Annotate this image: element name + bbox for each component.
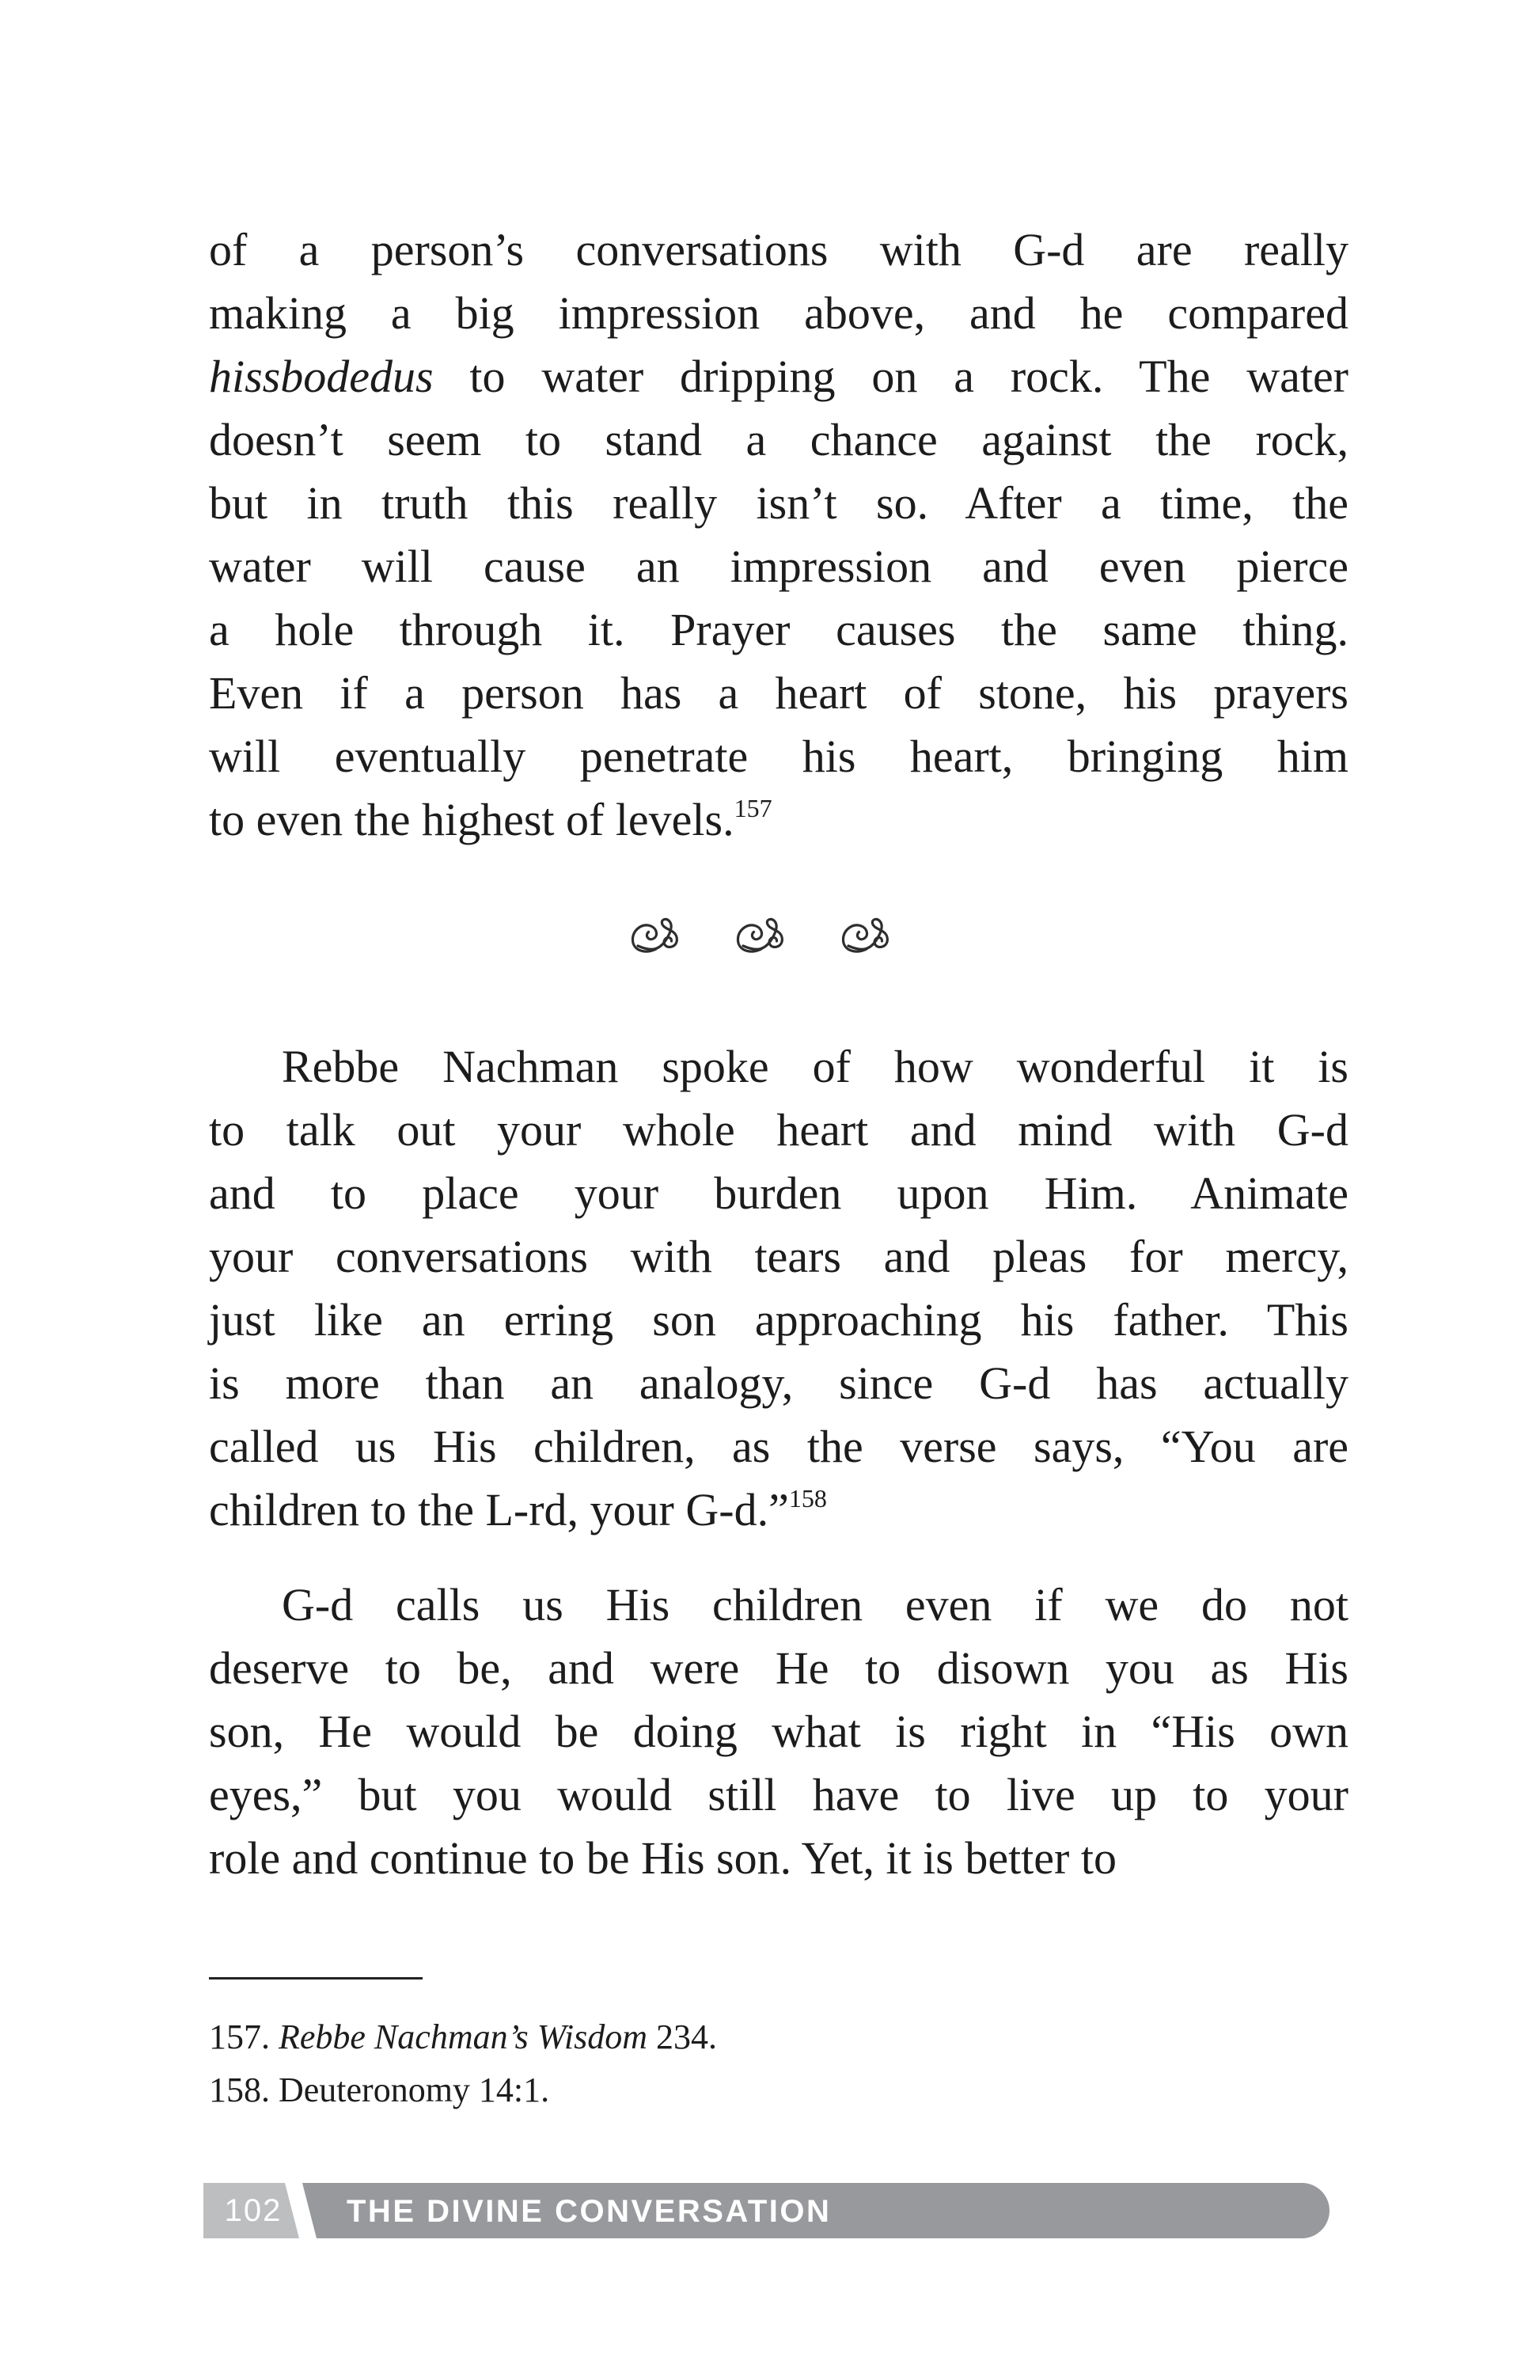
text-line: making a big impression above, and he compared	[209, 287, 1348, 339]
calligraphic-flourish-icon	[735, 910, 805, 961]
book-title: THE DIVINE CONVERSATION	[347, 2194, 832, 2229]
text-line: role and continue to be His son. Yet, it is better to	[209, 1832, 1117, 1884]
text-line: to even the highest of levels.$^{157}$	[209, 794, 772, 845]
footnotes	[209, 2010, 1348, 2116]
text-line: of a person’s conversations with G-d are really	[209, 224, 1348, 275]
text-line: your conversations with tears and pleas for mercy,	[209, 1231, 1348, 1282]
paragraph-3	[209, 1573, 1348, 1890]
calligraphic-flourish-icon	[630, 910, 700, 961]
footnote-separator	[209, 1977, 423, 1980]
text-line: but in truth this really isn’t so. After a time, the	[209, 477, 1348, 529]
text-line: and to place your burden upon Him. Animate	[209, 1167, 1348, 1219]
text-line: eyes,” but you would still have to live up to your	[209, 1769, 1348, 1820]
text-line: 158. Deuteronomy 14:1.	[209, 2071, 550, 2109]
page-number: 102	[224, 2193, 283, 2228]
paragraph-2	[209, 1035, 1348, 1542]
footer-bar	[203, 2183, 1329, 2238]
ornament-row	[0, 910, 1540, 961]
text-line: water will cause an impression and even pierce	[209, 541, 1348, 592]
text-line: is more than an analogy, since G-d has actually	[209, 1357, 1348, 1409]
text-line: G-d calls us His children even if we do not	[282, 1579, 1348, 1630]
paragraph-1	[209, 218, 1348, 852]
text-line: Even if a person has a heart of stone, his prayers	[209, 667, 1348, 719]
calligraphic-flourish-icon	[840, 910, 910, 961]
text-line: hissbodedus to water dripping on a rock. The water	[209, 351, 1348, 402]
text-line: son, He would be doing what is right in “His own	[209, 1706, 1348, 1757]
text-line: to talk out your whole heart and mind with G-d	[209, 1104, 1348, 1156]
text-line: just like an erring son approaching his father. This	[209, 1294, 1348, 1346]
text-line: 157. Rebbe Nachman’s Wisdom 234.	[209, 2017, 718, 2056]
text-line: will eventually penetrate his heart, bringing him	[209, 731, 1348, 782]
text-line: deserve to be, and were He to disown you as His	[209, 1642, 1348, 1694]
text-line: doesn’t seem to stand a chance against the rock,	[209, 414, 1348, 465]
text-line: called us His children, as the verse says, “You are	[209, 1421, 1348, 1472]
text-line: children to the L-rd, your G-d.”$^{158}$	[209, 1484, 827, 1535]
text-line: Rebbe Nachman spoke of how wonderful it is	[282, 1041, 1348, 1092]
text-line: a hole through it. Prayer causes the same thing.	[209, 604, 1348, 655]
